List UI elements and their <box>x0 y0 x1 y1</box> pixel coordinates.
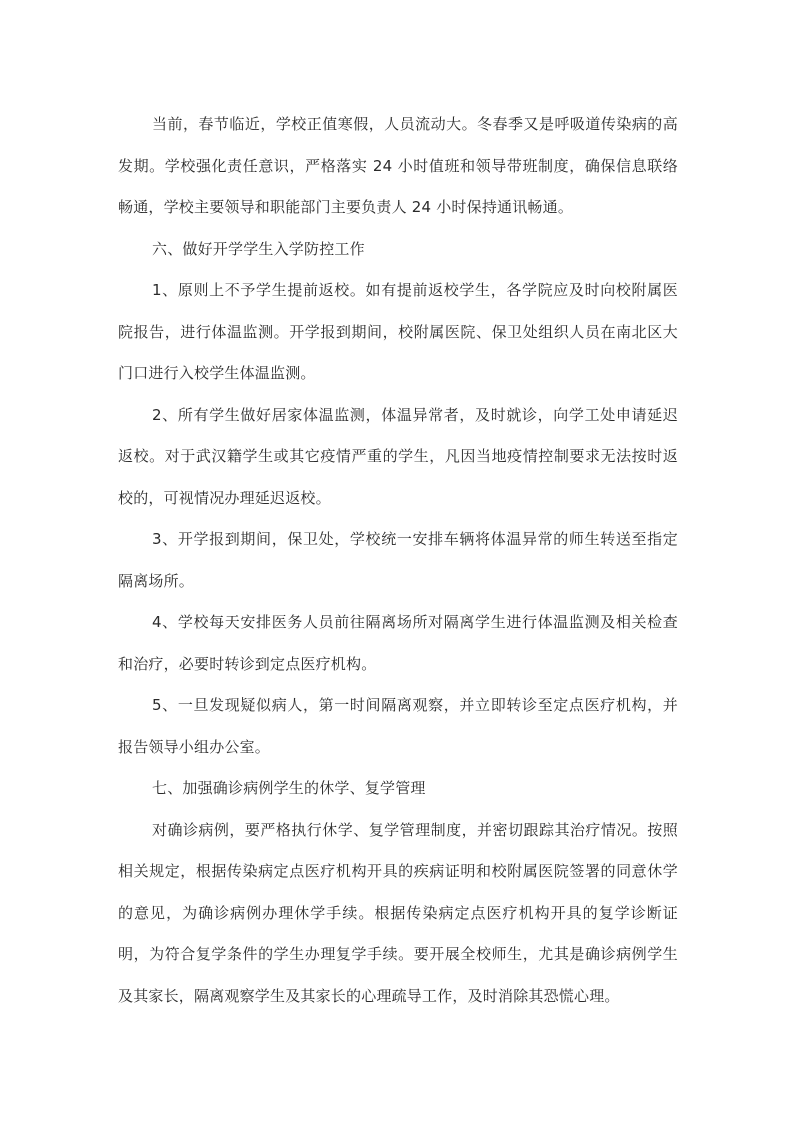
paragraph-item-2: 2、所有学生做好居家体温监测，体温异常者，及时就诊，向学工处申请延迟返校。对于武汉籍学生或其它疫情严重的学生，凡因当地疫情控制要求无法按时返校的，可视情况办理延迟返校。 <box>118 405 678 507</box>
section-heading-seven: 七、加强确诊病例学生的休学、复学管理 <box>152 779 426 797</box>
paragraph-item-3: 3、开学报到期间，保卫处，学校统一安排车辆将体温异常的师生转送至指定隔离场所。 <box>118 530 678 590</box>
paragraph-suspension-management: 对确诊病例，要严格执行休学、复学管理制度，并密切跟踪其治疗情况。按照相关规定，根据传染病定点医疗机构开具的疾病证明和校附属医院签署的同意休学的意见，为确诊病例办理休学手续。根据传染病定点医疗机构开具的复学诊断证明，为符合复学条件的学生办理复学手续。要开展全校师生，尤其是确诊病例学生及其家长，隔离观察学生及其家长的心理疏导工作，及时消除其恐慌心理。 <box>118 820 678 1005</box>
paragraph-item-5: 5、一旦发现疑似病人，第一时间隔离观察，并立即转诊至定点医疗机构，并报告领导小组办公室。 <box>118 696 678 756</box>
document-page <box>118 104 678 1017</box>
section-heading-six: 六、做好开学学生入学防控工作 <box>152 239 365 258</box>
paragraph-item-4: 4、学校每天安排医务人员前往隔离场所对隔离学生进行体温监测及相关检查和治疗，必要时转诊到定点医疗机构。 <box>118 613 678 673</box>
paragraph-item-1: 1、原则上不予学生提前返校。如有提前返校学生，各学院应及时向校附属医院报告，进行体温监测。开学报到期间，校附属医院、保卫处组织人员在南北区大门口进行入校学生体温监测。 <box>118 281 678 382</box>
paragraph-intro: 当前，春节临近，学校正值寒假，人员流动大。冬春季又是呼吸道传染病的高发期。学校强化责任意识，严格落实 24 小时值班和领导带班制度，确保信息联络畅通，学校主要领导和职能部门主要负责人 24 小时保持通讯畅通。 <box>118 115 678 216</box>
